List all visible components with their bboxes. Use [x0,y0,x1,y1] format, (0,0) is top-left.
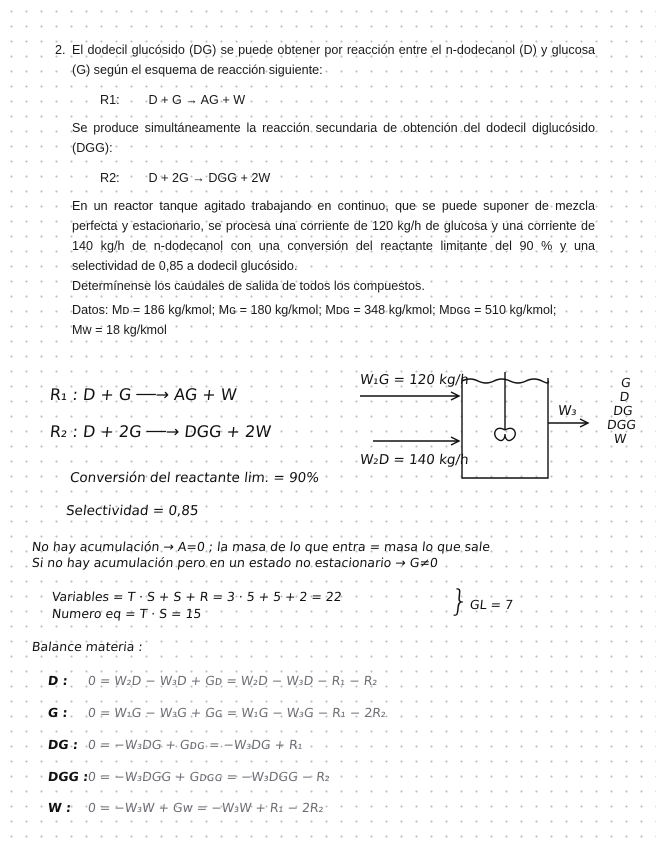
outlet-species-g: G [620,375,632,390]
variables-count: Variables = T · S + S + R = 3 · 5 + 5 + 2 = 22 [51,589,343,604]
balance-eq-d: 0 = W₂D − W₃D + Gᴅ = W₂D − W₃D − R₁ − R₂ [87,673,379,688]
balance-row-d [47,673,378,688]
r2-equation: D + 2G → DGG + 2W [148,171,271,185]
balance-label-dg: DG : [47,737,79,752]
balance-label-dgg: DGG : [47,769,90,784]
balance-eq-dgg: 0 = −W₃DGG + Gᴅɢɢ = −W₃DGG − R₂ [87,769,331,784]
r1-label: R1: [100,93,120,107]
accumulation-line-2: Si no hay acumulación pero en un estado no estacionario → G≠0 [31,555,439,570]
data-line-2: Mᴡ = 18 kg/kmol [72,323,167,337]
balance-label-w: W : [47,800,72,815]
brace: } [448,584,471,619]
outlet-species-d: D [618,389,631,404]
hand-r2-reaction: R₂ : D + 2G ──→ DGG + 2W [49,422,273,441]
outlet-species-w: W [613,431,628,446]
problem-question: Determínense los caudales de salida de todos los compuestos. [72,279,425,293]
balance-row-dg [47,737,303,752]
r2-label: R2: [100,171,120,185]
problem-intro: El dodecil glucósido (DG) se puede obtener por reacción entre el n-dodecanol (D) y glucosa (G) según el esquema de reacción siguiente: [72,43,595,77]
balance-eq-dg: 0 = −W₃DG + Gᴅɢ = −W₃DG + R₁ [87,737,304,752]
conversion-note: Conversión del reactante lim. = 90% [69,470,320,486]
balance-label-d: D : [47,673,69,688]
balance-row-w [47,800,324,815]
secondary-reaction-text: Se produce simultáneamente la reacción secundaria de obtención del dodecil diglucósido (DGG): [72,121,595,155]
r1-equation: D + G → AG + W [148,93,246,107]
accumulation-line-1: No hay acumulación → A=0 ; la masa de lo que entra = masa lo que sale [31,539,491,554]
balance-row-dgg [47,769,331,784]
balance-row-g [47,705,387,720]
hand-r1-reaction: R₁ : D + G ──→ AG + W [49,385,238,404]
balance-eq-g: 0 = W₁G − W₃G + Gɢ = W₁G − W₃G − R₁ − 2R₂ [87,705,387,720]
degrees-of-freedom: GL = 7 [469,597,514,612]
outlet-species-dgg: DGG [606,417,637,432]
balance-title: Balance materia : [31,639,144,654]
equations-count: Numero eq = T · S = 15 [51,606,203,621]
stream-3-label: W₃ [557,403,578,419]
stream-1-label: W₁G = 120 kg/h [359,372,470,388]
balance-eq-w: 0 = −W₃W + Gᴡ = −W₃W + R₁ − 2R₂ [87,800,325,815]
data-line-1: Datos: Mᴅ = 186 kg/kmol; Mɢ = 180 kg/kmol; Mᴅɢ = 348 kg/kmol; Mᴅɢɢ = 510 kg/kmol; [72,303,557,317]
problem-body: En un reactor tanque agitado trabajando en continuo, que se puede suponer de mezcla perfecta y estacionario, se procesa una corriente de 120 kg/h de glucosa y una corriente de 140 kg/h de n-dodecanol con una conversión del reactante limitante del 90 % y una selectividad de 0,85 a dodecil glucósido. [72,199,595,273]
selectivity-note: Selectividad = 0,85 [65,503,200,519]
stream-2-label: W₂D = 140 kg/h [359,452,470,468]
stirrer-impeller [495,428,516,440]
outlet-species-dg: DG [612,403,634,418]
problem-number: 2. [55,43,66,57]
balance-label-g: G : [47,705,69,720]
